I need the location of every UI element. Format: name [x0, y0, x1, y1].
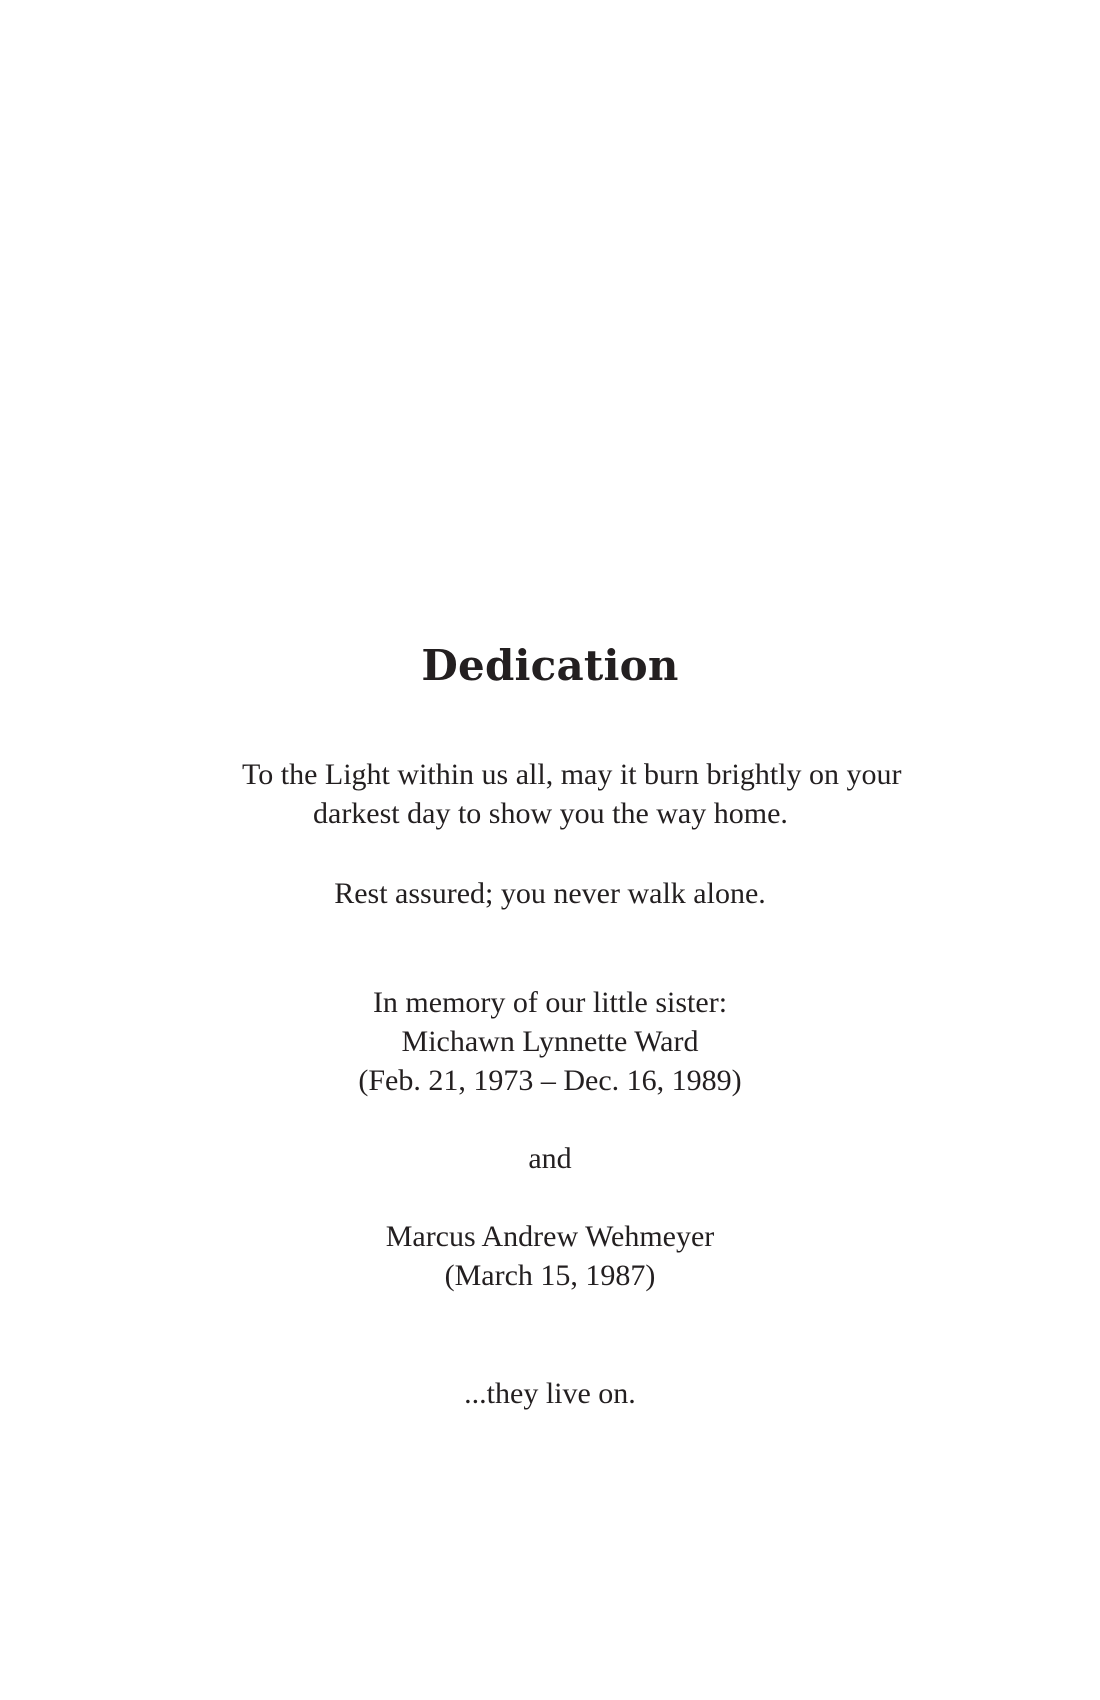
person-1-dates: (Feb. 21, 1973 – Dec. 16, 1989) — [358, 1064, 742, 1097]
memory-intro: In memory of our little sister: — [372, 986, 728, 1019]
reassurance-line: Rest assured; you never walk alone. — [334, 877, 766, 910]
closing-line: ...they live on. — [464, 1377, 636, 1410]
person-1-name: Michawn Lynnette Ward — [401, 1025, 699, 1058]
page-title: Dedication — [421, 641, 679, 690]
person-2-name: Marcus Andrew Wehmeyer — [385, 1220, 715, 1253]
conjunction: and — [528, 1142, 572, 1175]
person-2-dates: (March 15, 1987) — [444, 1259, 656, 1292]
dedication-paragraph-line-1: To the Light within us all, may it burn brightly on your — [242, 758, 902, 791]
dedication-paragraph-line-2: darkest day to show you the way home. — [313, 797, 788, 830]
